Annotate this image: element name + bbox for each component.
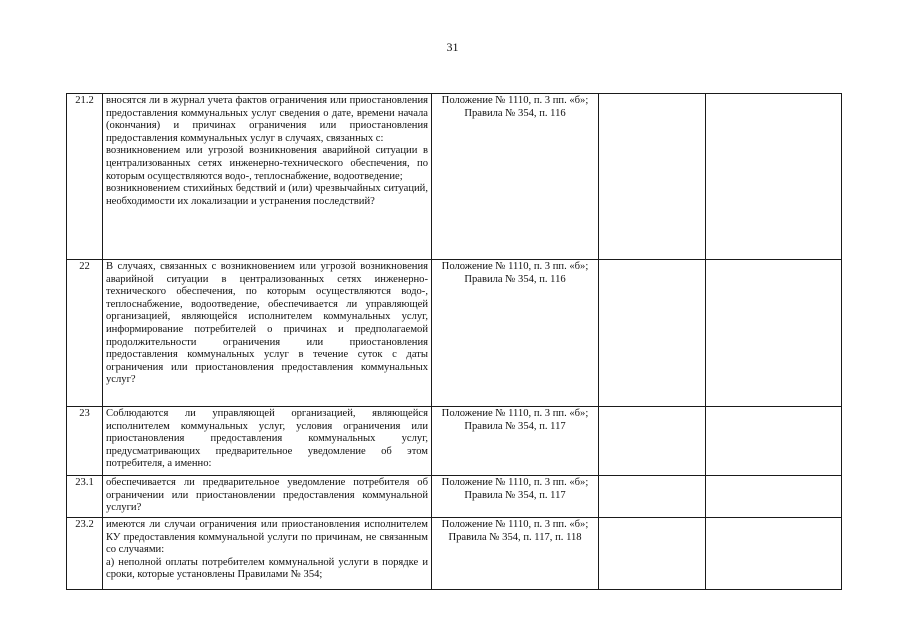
question-cell	[103, 94, 432, 260]
table-row	[67, 518, 842, 590]
question-cell	[103, 476, 432, 518]
table-row	[67, 260, 842, 407]
question-cell	[103, 518, 432, 590]
empty-note-cell	[706, 94, 842, 260]
question-paragraph: обеспечивается ли предварительное уведомление потребителя об ограничении или приостановлении предоставления коммунальной услуги?	[106, 477, 428, 514]
reference-cell: Положение № 1110, п. 3 пп. «б»; Правила № 354, п. 116	[432, 260, 599, 407]
question-paragraph: В случаях, связанных с возникновением или угрозой возникновения аварийной ситуации в централизованных сетях инженерно-технического обеспечения, по которым осуществляются водо-, теплоснабжение, водоотведение, обеспечивается ли управляющей организацией, являющейся исполнителем коммунальных услуг, информирование потребителей о причинах и предполагаемой продолжительности ограничения или приостановления предоставления коммунальных услуг в течение суток с даты ограничения или приостановления предоставления коммунальных услуг?	[106, 261, 428, 386]
row-number: 23	[67, 407, 103, 476]
row-number: 21.2	[67, 94, 103, 260]
empty-answer-cell	[599, 94, 706, 260]
empty-note-cell	[706, 260, 842, 407]
question-paragraph: возникновением стихийных бедствий и (или) чрезвычайных ситуаций, необходимости их локализации и устранения последствий?	[106, 183, 428, 207]
question-paragraph: а) неполной оплаты потребителем коммунальной услуги в порядке и сроки, которые установлены Правилами № 354;	[106, 556, 428, 581]
question-paragraph: возникновением или угрозой возникновения аварийной ситуации в централизованных сетях инженерно-технического обеспечения, по которым осуществляются водо-, теплоснабжение, водоотведение;	[106, 145, 428, 182]
reference-cell: Положение № 1110, п. 3 пп. «б»; Правила № 354, п. 116	[432, 94, 599, 260]
row-number: 23.2	[67, 518, 103, 590]
row-number: 23.1	[67, 476, 103, 518]
question-cell	[103, 407, 432, 476]
empty-answer-cell	[599, 476, 706, 518]
table-row	[67, 407, 842, 476]
reference-cell: Положение № 1110, п. 3 пп. «б»; Правила № 354, п. 117	[432, 476, 599, 518]
checklist-table	[66, 93, 842, 590]
empty-note-cell	[706, 518, 842, 590]
question-cell	[103, 260, 432, 407]
empty-answer-cell	[599, 260, 706, 407]
empty-answer-cell	[599, 518, 706, 590]
question-paragraph: имеются ли случаи ограничения или приостановления исполнителем КУ предоставления коммунальной услуги по причинам, не связанным со случаями:	[106, 519, 428, 556]
row-number: 22	[67, 260, 103, 407]
reference-cell: Положение № 1110, п. 3 пп. «б»; Правила № 354, п. 117	[432, 407, 599, 476]
empty-note-cell	[706, 407, 842, 476]
page-number: 31	[446, 40, 459, 54]
reference-cell: Положение № 1110, п. 3 пп. «б»; Правила № 354, п. 117, п. 118	[432, 518, 599, 590]
empty-note-cell	[706, 476, 842, 518]
table-row	[67, 94, 842, 260]
empty-answer-cell	[599, 407, 706, 476]
question-paragraph: вносятся ли в журнал учета фактов ограничения или приостановления предоставления коммунальных услуг сведения о дате, времени начала (окончания) и причинах ограничения или приостановления предоставления коммунальных услуг в случаях, связанных с:	[106, 95, 428, 144]
question-paragraph: Соблюдаются ли управляющей организацией, являющейся исполнителем коммунальных услуг, условия ограничения или приостановления предоставления коммунальных услуг, предусматривающих предварительное уведомление об этом потребителя, а именно:	[106, 408, 428, 470]
table-row	[67, 476, 842, 518]
